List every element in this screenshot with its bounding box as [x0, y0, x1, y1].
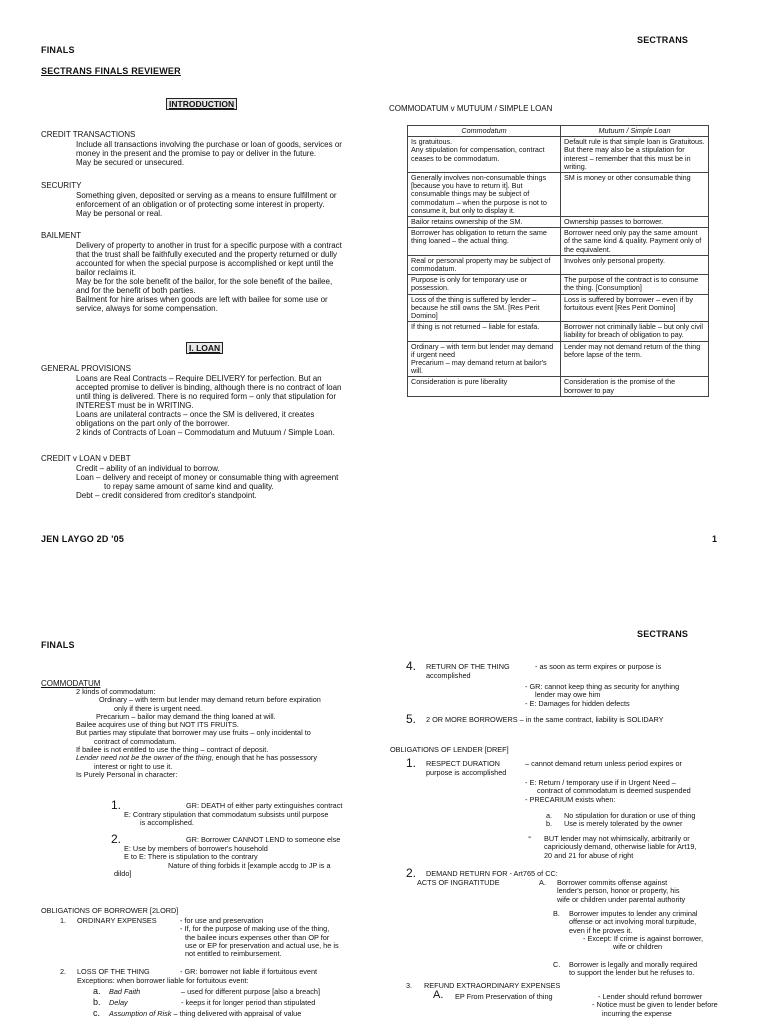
header-right: SECTRANS [637, 629, 689, 639]
item-number: 2. [60, 967, 67, 976]
table-cell: Ordinary – with term but lender may demand if urgent need Precarium – may demand return at bailor's will. [408, 341, 561, 377]
loss-of-thing-rule: - GR: borrower not liable if fortuitous event [180, 967, 318, 976]
bailment-heading: BAILMENT [41, 231, 82, 240]
table-row [408, 228, 709, 256]
return-thing-rule: - as soon as term expires or purpose is [535, 662, 662, 671]
table-cell: The purpose of the contract is to consume the thing. [Consumption] [561, 275, 709, 294]
table-cell: If thing is not returned – liable for estafa. [408, 322, 561, 341]
respect-duration-cont: purpose is accomplished [426, 768, 507, 777]
header-right: SECTRANS [637, 35, 689, 45]
table-row [408, 341, 709, 377]
intro-heading: INTRODUCTION [166, 98, 237, 110]
table-row [408, 322, 709, 341]
ingratitude-a: A. Borrower commits offense against lender's person, honor or property, his wife or children under parental authority [539, 878, 686, 904]
table-row [408, 173, 709, 217]
respect-duration-rule: – cannot demand return unless period expires or [525, 759, 682, 768]
table-cell: Ownership passes to borrower. [561, 217, 709, 228]
table-cell: Generally involves non-consumable things [because you have to return it]. But consumable things may be subject of commodatum – when the purpose is not to consume it, but only to display it. [408, 173, 561, 217]
bailment-body: Delivery of property to another in trust for a specific purpose with a contract that the trust shall be faithfully executed and the property returned or dully accounted for when the special purpose is accomplished or kept until the bailor reclaims it. May be for the sole benefit of the bailor, for the sole benefit of the bailee, and for the benefit of both parties. Bailment for hire arises when goods are left with bailee for some use or service, always for some compensation. [76, 241, 342, 313]
respect-duration-label: RESPECT DURATION [426, 759, 500, 768]
borrower-obligations-heading: OBLIGATIONS OF BORROWER [2LORD] [41, 906, 179, 915]
table-cell: SM is money or other consumable thing [561, 173, 709, 217]
reviewer-title: SECTRANS FINALS REVIEWER [41, 66, 181, 76]
item-number: 3. [406, 981, 413, 990]
ingratitude-c: C. Borrower is legally and morally required to support the lender but he refuses to. [553, 960, 698, 978]
header-left: FINALS [41, 45, 75, 55]
table-row [408, 137, 709, 173]
item-number: 4. [406, 659, 417, 673]
page-gap [0, 566, 768, 616]
table-cell: Loss is suffered by borrower – even if by fortuitous event [Res Perit Domino] [561, 294, 709, 322]
item-number: 2. [406, 866, 417, 880]
table-cell: Real or personal property may be subject of commodatum. [408, 255, 561, 274]
lend-exceptions: E: Use by members of borrower's household E to E: There is stipulation to the contrary Nature of thing forbids it [example accdg to JP is a dildo] [114, 844, 331, 878]
table-cell: Consideration is pure liberality [408, 377, 561, 396]
table-cell: Loss of the thing is suffered by lender – because he still owns the SM. [Res Perit Domino] [408, 294, 561, 322]
credit-transactions-heading: CREDIT TRANSACTIONS [41, 130, 136, 139]
demand-return-label: DEMAND RETURN FOR - Art765 of CC: [426, 869, 558, 878]
table-row [408, 255, 709, 274]
general-provisions-body: Loans are Real Contracts – Require DELIVERY for perfection. But an accepted promise to deliver is binding, although there is no contract of loan until thing is delivered. There is no required form – only that stipulation for INTEREST must be in WRITING. Loans are unilateral contracts – once the SM is delivered, it creates obligations on the part only of the borrower. 2 kinds of Contracts of Loan – Commodatum and Mutuum / Simple Loan. [76, 374, 342, 437]
table-cell: Borrower need only pay the same amount of the same kind & quality. Payment only of the equivalent. [561, 228, 709, 256]
table-row [408, 377, 709, 396]
table-header-cell: Commodatum [408, 126, 561, 137]
comparison-table [407, 125, 709, 397]
loss-exceptions-intro: Exceptions: when borrower liable for fortuitous event: [77, 976, 249, 985]
ordinary-expenses-body: - for use and preservation - If, for the purpose of making use of the thing, the bailee incurs expenses other than OP for use or EP for preservation and actual use, he is not entitled to reimbursement. [180, 916, 339, 959]
item-letter: A. [433, 989, 444, 1001]
security-heading: SECURITY [41, 181, 82, 190]
commodatum-kinds: 2 kinds of commodatum: Ordinary – with term but lender may demand return before expiration only if there is urgent need. Precarium – bailor may demand the thing loaned at will. Bailee acquires use of thing but NOT ITS FRUITS. But parties may stipulate that borrower may use fruits – only incidental to contract of commodatum. If bailee is not entitled to use the thing – contract of deposit. Lender need not be the owner of the thing, enough that he has possessory interest or right to use it. Is Purely Personal in character: [76, 687, 321, 779]
table-cell: Borrower not criminally liable – but only civil liability for breach of obligation to pay. [561, 322, 709, 341]
item-number: 1. [111, 798, 122, 812]
footer-left: JEN LAYGO 2D '05 [41, 534, 125, 544]
item-number: 1. [60, 916, 67, 925]
credit-transactions-body: Include all transactions involving the purchase or loan of goods, services or money in the present and the promise to pay or deliver in the future. May be secured or unsecured. [76, 140, 342, 167]
table-cell: Consideration is the promise of the borrower to pay [561, 377, 709, 396]
loss-exceptions-list: a. Bad Faith – used for different purpose [also a breach] b. Delay - keeps it for longer period than stipulated c. Assumption of Risk – thing delivered with appraisal of value [93, 986, 321, 1018]
acts-of-ingratitude-label: ACTS OF INGRATITUDE [417, 878, 500, 887]
return-thing-cont: accomplished [426, 671, 471, 680]
table-row [408, 275, 709, 294]
commodatum-heading: COMMODATUM [41, 679, 101, 688]
credit-loan-debt-heading: CREDIT v LOAN v DEBT [41, 454, 131, 463]
two-borrowers: 2 OR MORE BORROWERS – in the same contract, liability is SOLIDARY [426, 715, 664, 724]
credit-loan-debt-body: Credit – ability of an individual to borrow. Loan – delivery and receipt of money or consumable thing with agreement to repay same amount of same kind and quality. Debt – credit considered from creditor's standpoint. [76, 464, 339, 500]
table-cell: Involves only personal property. [561, 255, 709, 274]
table-title: COMMODATUM v MUTUUM / SIMPLE LOAN [389, 104, 553, 113]
table-cell: Borrower has obligation to return the same thing loaned – the actual thing. [408, 228, 561, 256]
item-number: 2. [111, 832, 122, 846]
ordinary-expenses-label: ORDINARY EXPENSES [77, 916, 157, 925]
preservation-label: EP From Preservation of thing [455, 992, 553, 1001]
refund-expenses-label: REFUND EXTRAORDINARY EXPENSES [424, 981, 561, 990]
return-thing-label: RETURN OF THE THING [426, 662, 510, 671]
table-header-cell: Mutuum / Simple Loan [561, 126, 709, 137]
loan-heading: I. LOAN [186, 342, 223, 354]
ingratitude-b: B. Borrower imputes to lender any criminal offense or act involving moral turpitude, even if he proves it. - Except: If crime is against borrower, wife or children [553, 909, 704, 952]
table-cell: Bailor retains ownership of the SM. [408, 217, 561, 228]
return-thing-notes: - GR: cannot keep thing as security for anything lender may owe him - E: Damages for hidden defects [525, 682, 680, 708]
precarium-conditions: a. No stipulation for duration or use of thing b. Use is merely tolerated by the owner [546, 811, 696, 829]
general-provisions-heading: GENERAL PROVISIONS [41, 364, 131, 373]
preservation-notes: - Lender should refund borrower - Notice must be given to lender before incurring the expense [592, 992, 718, 1018]
respect-duration-notes: - E: Return / temporary use if in Urgent Need – contract of commodatum is deemed suspended - PRECARIUM exists when: [525, 778, 691, 804]
dash-bullet: - [528, 832, 532, 843]
death-exception: E: Contrary stipulation that commodatum subsists until purpose is accomplished. [124, 810, 329, 828]
table-cell: Purpose is only for temporary use or possession. [408, 275, 561, 294]
lender-obligations-heading: OBLIGATIONS OF LENDER [DREF] [390, 745, 509, 754]
header-left: FINALS [41, 640, 75, 650]
page-number: 1 [712, 534, 718, 544]
item-number: 5. [406, 712, 417, 726]
table-header-row [408, 126, 709, 137]
loss-of-thing-label: LOSS OF THE THING [77, 967, 150, 976]
page-2 [0, 616, 768, 1024]
table-cell: Default rule is that simple loan is Gratuitous. But there may also be a stipulation for interest – remember that this must be in writing. [561, 137, 709, 173]
table-row [408, 217, 709, 228]
table-row [408, 294, 709, 322]
item-number: 1. [406, 756, 417, 770]
lend-rule: GR: Borrower CANNOT LEND to someone else [186, 835, 341, 844]
table-cell: Is gratuitous. Any stipulation for compensation, contract ceases to be commodatum. [408, 137, 561, 173]
death-rule: GR: DEATH of either party extinguishes contract [186, 801, 343, 810]
abuse-of-right: BUT lender may not whimsically, arbitrarily or capriciously demand, otherwise liable for Art19, 20 and 21 for abuse of right [544, 834, 697, 860]
security-body: Something given, deposited or serving as a means to ensure fulfillment or enforcement of an obligation or of protecting some interest in property. May be personal or real. [76, 191, 337, 218]
table-cell: Lender may not demand return of the thing before lapse of the term. [561, 341, 709, 377]
